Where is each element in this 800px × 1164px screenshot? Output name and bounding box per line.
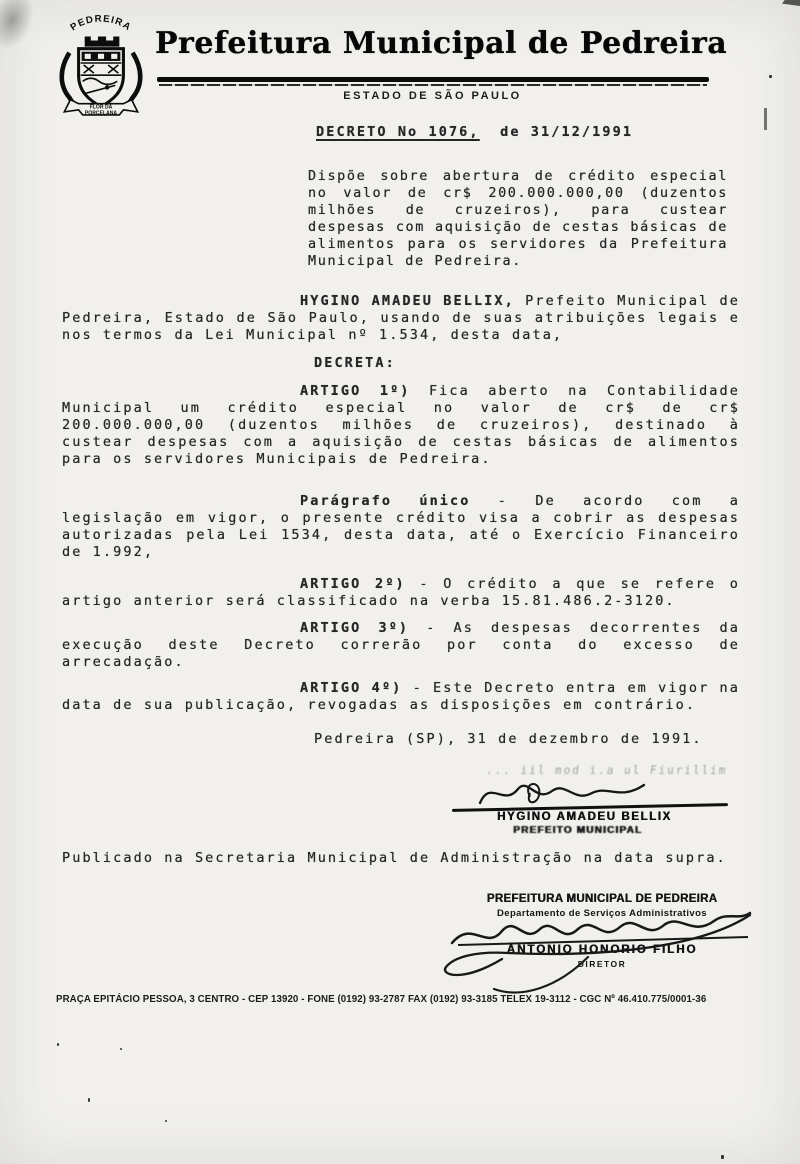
decree-number: DECRETO No 1076, xyxy=(316,124,480,140)
scan-speck xyxy=(120,1048,122,1050)
dateline: Pedreira (SP), 31 de dezembro de 1991. xyxy=(314,731,703,747)
article-1-label: ARTIGO 1º) xyxy=(300,383,411,399)
article-3 xyxy=(62,620,740,671)
stamp-dept-line: Departamento de Serviços Administrativos xyxy=(497,908,707,919)
letterhead-rule-thick xyxy=(157,77,709,82)
paragrafo-unico-text: - De acordo com a legislação em vigor, o presente crédito visa a cobrir as despesas autorizadas pela Lei 1534, desta data, até o Exercício Financeiro de 1.992, xyxy=(62,493,740,560)
scan-speck xyxy=(88,1098,90,1102)
article-1 xyxy=(62,383,740,468)
letterhead-title: Prefeitura Municipal de Pedreira xyxy=(155,26,728,61)
article-3-label: ARTIGO 3º) xyxy=(300,620,410,636)
mayor-role-stamp: PREFEITO MUNICIPAL xyxy=(513,825,643,836)
scan-smudge-top-left xyxy=(0,0,41,55)
mayor-name-stamp: HYGINO AMADEU BELLIX xyxy=(497,811,672,823)
crest-crown xyxy=(85,36,120,46)
municipal-coat-of-arms-icon xyxy=(54,12,148,118)
article-3-text: - As despesas decorrentes da execução deste Decreto correrão por conta do excesso de arrecadação. xyxy=(62,620,741,670)
publication-note: Publicado na Secretaria Municipal de Administração na data supra. xyxy=(62,850,727,866)
article-4-label: ARTIGO 4º) xyxy=(300,680,403,696)
scan-dash-right-edge xyxy=(764,108,767,130)
director-signature xyxy=(438,899,766,999)
illegible-stamp-text: ... iil mod i.a ul Fiurillim xyxy=(485,764,729,777)
paragrafo-unico-label: Parágrafo único xyxy=(300,493,471,509)
stamp-org-line: PREFEITURA MUNICIPAL DE PEDREIRA xyxy=(486,893,718,905)
department-stamp xyxy=(452,893,752,993)
paragrafo-unico xyxy=(62,493,740,561)
director-name-stamp: ANTONIO HONORIO FILHO xyxy=(506,944,698,956)
decree-ementa: Dispõe sobre abertura de crédito especial no valor de cr$ 200.000.000,00 (duzentos milhões de cruzeiros), para custear despesas com aquisição de cestas básicas de alimentos para os servidores da Prefeitura Municipal de Pedreira. xyxy=(308,168,728,269)
article-2-label: ARTIGO 2º) xyxy=(300,576,406,592)
article-1-text: Fica aberto na Contabilidade Municipal um crédito especial no valor de cr$ de cr$ 200.000.000,00 (duzentos milhões de cruzeiros), destinado à custear despesas com a aquisição de cestas básicas de alimentos para os servidores Municipais de Pedreira. xyxy=(62,383,740,467)
decree-preamble xyxy=(62,293,740,344)
scan-mark-top-right xyxy=(782,0,800,6)
svg-text:PEDREIRA xyxy=(69,14,134,34)
letterhead-rule-thin xyxy=(159,84,707,86)
scan-speck xyxy=(721,1155,724,1159)
footer-address: PRAÇA EPITÁCIO PESSOA, 3 CENTRO - CEP 13920 - FONE (0192) 93-2787 FAX (0192) 93-3185 TELEX 19-3112 - CGC Nº 46.410.775/0001-36 xyxy=(56,994,707,1005)
article-2-text: - O crédito a que se refere o artigo anterior será classificado na verba 15.81.486.2-3120. xyxy=(62,576,740,609)
article-4 xyxy=(62,680,740,714)
director-role-stamp: DIRETOR xyxy=(577,959,627,969)
scan-speck xyxy=(769,75,772,78)
article-4-text: - Este Decreto entra em vigor na data de sua publicação, revogadas as disposições em contrário. xyxy=(62,680,741,713)
crest-top-text: PEDREIRA xyxy=(68,13,134,34)
article-2 xyxy=(62,576,740,610)
decree-date: de 31/12/1991 xyxy=(479,124,634,140)
decree-heading xyxy=(316,124,633,141)
letterhead-subtitle: ESTADO DE SÃO PAULO xyxy=(343,90,522,102)
scan-speck xyxy=(165,1120,167,1122)
decreta-word: DECRETA: xyxy=(314,355,396,371)
scan-speck xyxy=(57,1043,59,1046)
crest-motto-line1: FLOR DA xyxy=(89,104,113,111)
preamble-text: Prefeito Municipal de Pedreira, Estado de São Paulo, usando de suas atribuições legais e nos termos da Lei Municipal nº 1.534, desta data, xyxy=(62,293,741,343)
crest-motto-line2: PORCELANA xyxy=(84,110,118,117)
mayor-name-inline: HYGINO AMADEU BELLIX, xyxy=(300,293,515,309)
